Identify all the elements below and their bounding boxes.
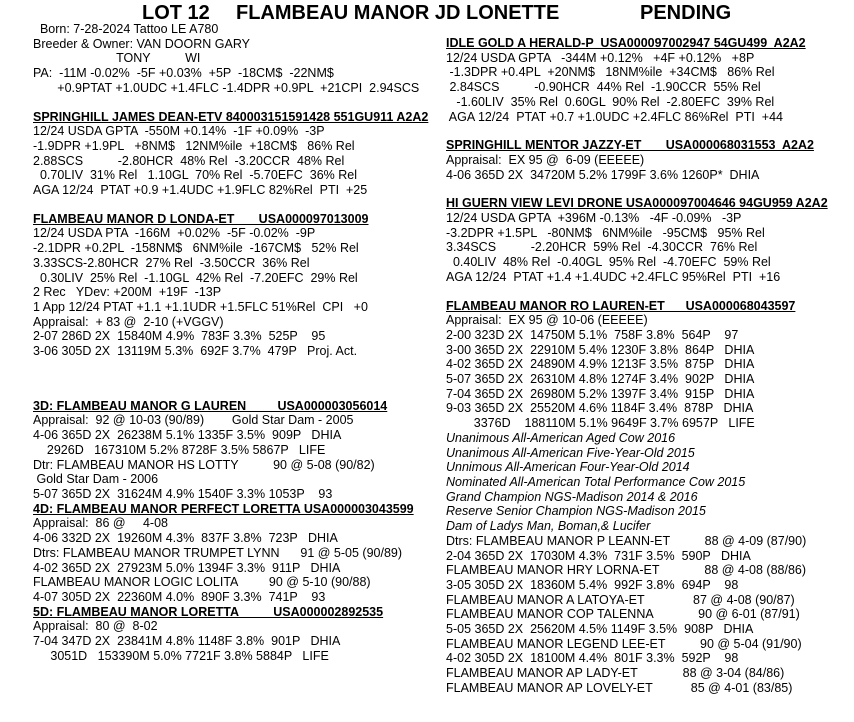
- mgs-title: IDLE GOLD A HERALD-P USA000097002947 54GU499 A2A2: [446, 36, 806, 50]
- third-dam-title: 3D: FLAMBEAU MANOR G LAUREN USA000003056014: [33, 398, 388, 413]
- fifth-dam-line: Appraisal: 80 @ 8-02: [33, 619, 158, 634]
- sire-line: -1.9DPR +1.9PL +8NM$ 12NM%ile +18CM$ 86% Rel: [33, 138, 355, 153]
- dam-line: 2 Rec YDev: +200M +19F -13P: [33, 285, 222, 300]
- honor-line: Unnimous All-American Four-Year-Old 2014: [446, 460, 690, 475]
- mgs-line: -1.3DPR +0.4PL +20NM$ 18NM%ile +34CM$ 86% Rel: [446, 65, 775, 80]
- status-label: PENDING: [640, 2, 732, 24]
- fourth-dam-line: 4-02 365D 2X 27923M 5.0% 1394F 3.3% 911P DHIA: [33, 560, 341, 575]
- daughter-line: 2-04 365D 2X 17030M 4.3% 731F 3.5% 590P DHIA: [446, 548, 751, 563]
- sire-line: 12/24 USDA GPTA -550M +0.14% -1F +0.09% -3P: [33, 124, 325, 139]
- fourth-dam-line: 4-07 305D 2X 22360M 4.0% 890F 3.3% 741P 93: [33, 589, 326, 604]
- fifth-dam-section: [33, 605, 443, 664]
- mgs-line: 12/24 USDA GPTA -344M +0.12% +4F +0.12% +8P: [446, 50, 755, 65]
- mgd-title: SPRINGHILL MENTOR JAZZY-ET USA000068031553 A2A2: [446, 138, 814, 153]
- mggs-line: 3.34SCS -2.20HCR 59% Rel -4.30CCR 76% Rel: [446, 240, 758, 255]
- third-dam-line: Dtr: FLAMBEAU MANOR HS LOTTY 90 @ 5-08 (90/82): [33, 457, 375, 472]
- granddam-line: 4-02 365D 2X 24890M 4.9% 1213F 3.5% 875P DHIA: [446, 357, 755, 372]
- daughter-line: Dtrs: FLAMBEAU MANOR P LEANN-ET 88 @ 4-09 (87/90): [446, 533, 807, 548]
- fourth-dam-line: Dtrs: FLAMBEAU MANOR TRUMPET LYNN 91 @ 5-05 (90/89): [33, 545, 403, 560]
- fifth-dam-line: 3051D 153390M 5.0% 7721F 3.8% 5884P LIFE: [33, 648, 329, 663]
- mggs-section: [446, 196, 851, 284]
- fourth-dam-title: 4D: FLAMBEAU MANOR PERFECT LORETTA USA000003043599: [33, 501, 414, 516]
- animal-name: FLAMBEAU MANOR JD LONETTE: [236, 2, 560, 24]
- mgs-section: [446, 36, 851, 124]
- fifth-dam-line: 7-04 347D 2X 23841M 4.8% 1148F 3.8% 901P DHIA: [33, 634, 341, 649]
- fourth-dam-section: [33, 502, 443, 605]
- daughter-line: 3-05 305D 2X 18360M 5.4% 992F 3.8% 694P 98: [446, 577, 739, 592]
- granddam-line: 7-04 365D 2X 26980M 5.2% 1397F 3.4% 915P DHIA: [446, 386, 755, 401]
- granddam-line: 9-03 365D 2X 25520M 4.6% 1184F 3.4% 878P DHIA: [446, 401, 754, 416]
- fourth-dam-line: Appraisal: 86 @ 4-08: [33, 516, 168, 531]
- owner-location: TONY WI: [33, 51, 201, 66]
- left-column: [33, 22, 443, 663]
- third-dam-line: Gold Star Dam - 2006: [33, 472, 159, 487]
- honor-line: Unanimous All-American Five-Year-Old 2015: [446, 445, 695, 460]
- fourth-dam-line: FLAMBEAU MANOR LOGIC LOLITA 90 @ 5-10 (90/88): [33, 575, 371, 590]
- third-dam-line: 2926D 167310M 5.2% 8728F 3.5% 5867P LIFE: [33, 442, 326, 457]
- granddam-line: 3-00 365D 2X 22910M 5.4% 1230F 3.8% 864P DHIA: [446, 342, 755, 357]
- honor-line: Nominated All-American Total Performance Cow 2015: [446, 474, 746, 489]
- sire-title: SPRINGHILL JAMES DEAN-ETV 840003151591428 551GU911 A2A2: [33, 109, 429, 124]
- honor-line: Unanimous All-American Aged Cow 2016: [446, 430, 676, 445]
- granddam-line: 3376D 188110M 5.1% 9649F 3.7% 6957P LIFE: [446, 416, 755, 431]
- dam-title: FLAMBEAU MANOR D LONDA-ET USA000097013009: [33, 211, 369, 226]
- fourth-dam-line: 4-06 332D 2X 19260M 4.3% 837F 3.8% 723P DHIA: [33, 531, 338, 546]
- breeder-owner: Breeder & Owner: VAN DOORN GARY: [33, 36, 250, 51]
- daughter-line: FLAMBEAU MANOR A LATOYA-ET 87 @ 4-08 (90/87): [446, 592, 795, 607]
- third-dam-line: Appraisal: 92 @ 10-03 (90/89) Gold Star Dam - 2005: [33, 413, 354, 428]
- dam-line: 3-06 305D 2X 13119M 5.3% 692F 3.7% 479P Proj. Act.: [33, 344, 358, 359]
- pa-line-2: +0.9PTAT +1.0UDC +1.4FLC -1.4DPR +0.9PL +21CPI 2.94SCS: [33, 80, 420, 95]
- dam-line: 0.30LIV 25% Rel -1.10GL 42% Rel -7.20EFC 29% Rel: [33, 270, 358, 285]
- dam-line: 1 App 12/24 PTAT +1.1 +1.1UDR +1.5FLC 51%Rel CPI +0: [33, 299, 368, 314]
- sire-line: 0.70LIV 31% Rel 1.10GL 70% Rel -5.70EFC 36% Rel: [33, 168, 358, 183]
- pa-line-1: PA: -11M -0.02% -5F +0.03% +5P -18CM$ -22NM$: [33, 66, 334, 81]
- dam-line: 12/24 USDA PTA -166M +0.02% -5F -0.02% -9P: [33, 226, 316, 241]
- daughter-line: FLAMBEAU MANOR COP TALENNA 90 @ 6-01 (87/91): [446, 607, 800, 622]
- daughter-line: 4-02 305D 2X 18100M 4.4% 801F 3.3% 592P 98: [446, 651, 739, 666]
- honor-line: Dam of Ladys Man, Boman,& Lucifer: [446, 519, 651, 534]
- mggs-line: AGA 12/24 PTAT +1.4 +1.4UDC +2.4FLC 95%Rel PTI +16: [446, 269, 781, 284]
- sire-line: AGA 12/24 PTAT +0.9 +1.4UDC +1.9FLC 82%Rel PTI +25: [33, 183, 368, 198]
- dam-line: 2-07 286D 2X 15840M 4.9% 783F 3.3% 525P 95: [33, 329, 326, 344]
- daughter-line: FLAMBEAU MANOR LEGEND LEE-ET 90 @ 5-04 (91/90): [446, 636, 802, 651]
- daughter-line: FLAMBEAU MANOR AP LADY-ET 88 @ 3-04 (84/86): [446, 666, 785, 681]
- third-dam-section: [33, 399, 443, 502]
- dam-section: [33, 212, 443, 359]
- lot-number: LOT 12: [142, 2, 210, 24]
- right-column: [446, 36, 851, 696]
- mggs-line: 0.40LIV 48% Rel -0.40GL 95% Rel -4.70EFC 59% Rel: [446, 255, 771, 270]
- mggs-line: -3.2DPR +1.5PL -80NM$ 6NM%ile -95CM$ 95% Rel: [446, 225, 765, 240]
- sire-section: [33, 110, 443, 198]
- fifth-dam-title: 5D: FLAMBEAU MANOR LORETTA USA000002892535: [33, 604, 384, 619]
- daughter-line: FLAMBEAU MANOR AP LOVELY-ET 85 @ 4-01 (83/85): [446, 680, 793, 695]
- granddam-line: 5-07 365D 2X 26310M 4.8% 1274F 3.4% 902P DHIA: [446, 372, 755, 387]
- mgs-line: 2.84SCS -0.90HCR 44% Rel -1.90CCR 55% Rel: [446, 80, 761, 95]
- third-dam-line: 5-07 365D 2X 31624M 4.9% 1540F 3.3% 1053P 93: [33, 486, 333, 501]
- dam-line: 3.33SCS-2.80HCR 27% Rel -3.50CCR 36% Rel: [33, 255, 310, 270]
- mgd-line: Appraisal: EX 95 @ 6-09 (EEEEE): [446, 152, 645, 167]
- dam-line: Appraisal: + 83 @ 2-10 (+VGGV): [33, 314, 224, 329]
- dam-line: -2.1DPR +0.2PL -158NM$ 6NM%ile -167CM$ 52% Rel: [33, 241, 359, 256]
- mgd-section: [446, 138, 851, 182]
- mggs-title: HI GUERN VIEW LEVI DRONE USA000097004646 94GU959 A2A2: [446, 196, 828, 211]
- granddam-line: 2-00 323D 2X 14750M 5.1% 758F 3.8% 564P 97: [446, 327, 739, 342]
- mgs-line: AGA 12/24 PTAT +0.7 +1.0UDC +2.4FLC 86%Rel PTI +44: [446, 109, 783, 124]
- honor-line: Reserve Senior Champion NGS-Madison 2015: [446, 504, 706, 519]
- daughter-line: 5-05 365D 2X 25620M 4.5% 1149F 3.5% 908P DHIA: [446, 622, 754, 637]
- mgs-line: -1.60LIV 35% Rel 0.60GL 90% Rel -2.80EFC 39% Rel: [446, 94, 775, 109]
- granddam-line: Appraisal: EX 95 @ 10-06 (EEEEE): [446, 313, 648, 328]
- third-dam-line: 4-06 365D 2X 26238M 5.1% 1335F 3.5% 909P DHIA: [33, 428, 342, 443]
- granddam-section: [446, 299, 851, 696]
- granddam-title: FLAMBEAU MANOR RO LAUREN-ET USA000068043597: [446, 298, 796, 313]
- animal-info: [33, 22, 443, 96]
- daughter-line: FLAMBEAU MANOR HRY LORNA-ET 88 @ 4-08 (88/86): [446, 563, 807, 578]
- birth-tattoo: Born: 7-28-2024 Tattoo LE A780: [33, 22, 219, 36]
- mgd-line: 4-06 365D 2X 34720M 5.2% 1799F 3.6% 1260P* DHIA: [446, 167, 760, 182]
- sire-line: 2.88SCS -2.80HCR 48% Rel -3.20CCR 48% Rel: [33, 153, 345, 168]
- honor-line: Grand Champion NGS-Madison 2014 & 2016: [446, 489, 698, 504]
- mggs-line: 12/24 USDA GPTA +396M -0.13% -4F -0.09% -3P: [446, 211, 742, 226]
